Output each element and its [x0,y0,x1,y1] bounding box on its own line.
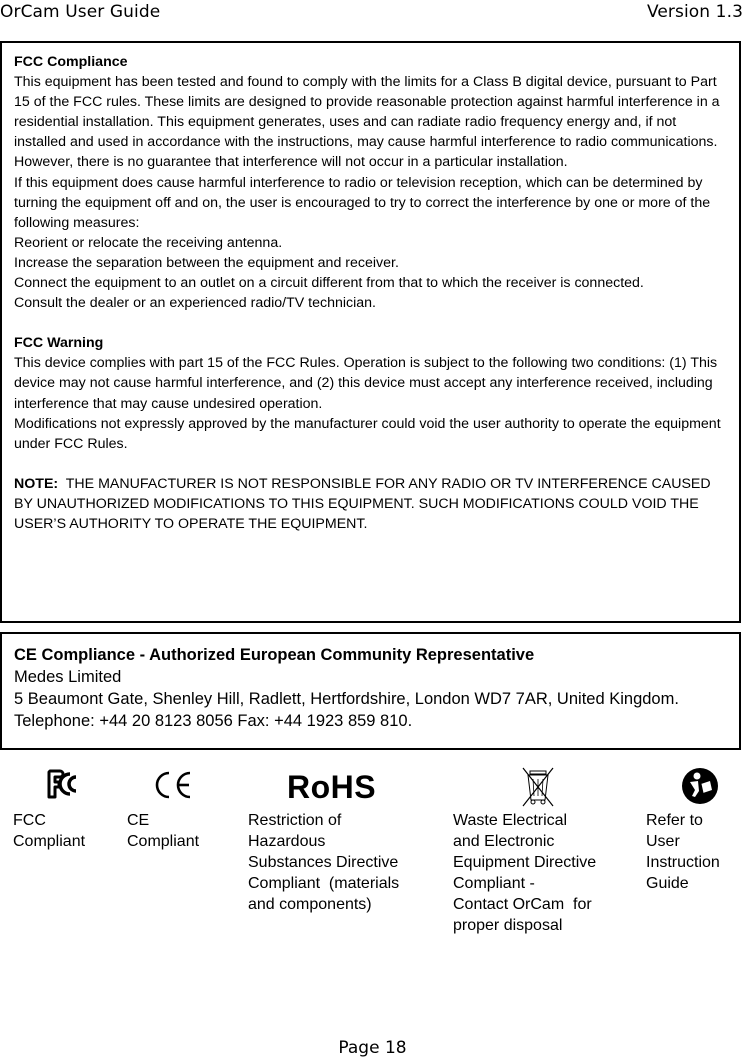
rohs-logo-icon: RoHS [287,769,377,805]
fcc-modifications-paragraph: Modifications not expressly approved by the manufacturer could void the user authority to operate the equipment under FCC Rules. [14,415,721,452]
caption-line: Waste Electrical [453,812,568,829]
weee-caption [453,810,596,936]
caption-line: and components) [248,896,372,913]
ce-mark-icon [150,768,194,807]
caption-line: Compliant [127,833,200,850]
read-manual-icon [681,767,719,810]
ce-company: Medes Limited [14,668,122,686]
caption-line: and Electronic [453,833,555,850]
fcc-measures-intro: If this equipment does cause harmful interference to radio or television reception, which can be determined by turning the equipment off and on, the user is encouraged to try to correct the interference by one or more of the following measures: [14,174,711,231]
fcc-caption [13,810,85,852]
caption-line: Contact OrCam for [453,896,592,913]
ce-address: 5 Beaumont Gate, Shenley Hill, Radlett, Hertfordshire, London WD7 7AR, United Kingdom. Telephone: +44 20 8123 8056 Fax: +44 1923 859 810. [14,690,679,730]
document-version: Version 1.3 [646,2,743,22]
caption-line: Substances Directive [248,854,399,871]
caption-line: Compliant - [453,875,535,892]
caption-line: Equipment Directive [453,854,597,871]
fcc-warning-heading: FCC Warning [14,335,104,352]
ce-caption [127,810,199,852]
caption-line: Guide [646,875,689,892]
fcc-warning-paragraph: This device complies with part 15 of the FCC Rules. Operation is subject to the following two conditions: (1) This device may not cause harmful interference, and (2) this device must accept any interference received, including interference that may cause undesired operation. [14,355,718,412]
caption-line: Refer to [646,812,703,829]
ce-section [0,632,741,750]
ce-heading: CE Compliance - Authorized European Community Representative [14,646,535,664]
fcc-compliance-paragraph: This equipment has been tested and found to comply with the limits for a Class B digital device, pursuant to Part 15 of the FCC rules. These limits are designed to provide reasonable protection against harmful interference in a residential installation. This equipment generates, uses and can radiate radio frequency energy and, if not installed and used in accordance with the instructions, may cause harmful interference to radio communications. However, there is no guarantee that interference will not occur in a particular installation. [14,74,720,171]
caption-line: FCC [13,812,46,829]
caption-line: Restriction of [248,812,342,829]
fcc-note [14,474,731,534]
rohs-caption [248,810,399,915]
caption-line: Compliant [13,833,86,850]
manual-caption [646,810,720,894]
fcc-measure: Increase the separation between the equipment and receiver. [14,254,399,271]
fcc-compliance-heading: FCC Compliance [14,54,128,70]
caption-line: Compliant (materials [248,875,400,892]
note-label: NOTE: [14,475,59,492]
fcc-section [0,41,741,623]
weee-crossed-bin-icon [518,765,558,814]
page-number: Page 18 [338,1038,407,1058]
fcc-measure: Connect the equipment to an outlet on a circuit different from that to which the receiver is connected. [14,275,644,292]
caption-line: CE [127,812,150,829]
document-title: OrCam User Guide [0,2,161,22]
fcc-logo-icon [40,768,80,805]
caption-line: Hazardous [248,833,326,850]
fcc-measure: Reorient or relocate the receiving antenna. [14,234,283,251]
caption-line: User [646,833,680,850]
note-text: THE MANUFACTURER IS NOT RESPONSIBLE FOR ANY RADIO OR TV INTERFERENCE CAUSED BY UNAUTHORIZED MODIFICATIONS TO THIS EQUIPMENT. SUCH MODIFICATIONS COULD VOID THE USER’S AUTHORITY TO OPERATE THE EQUIPMENT. [14,475,715,532]
caption-line: Instruction [646,854,720,871]
fcc-measure: Consult the dealer or an experienced radio/TV technician. [14,295,376,312]
caption-line: proper disposal [453,917,563,934]
